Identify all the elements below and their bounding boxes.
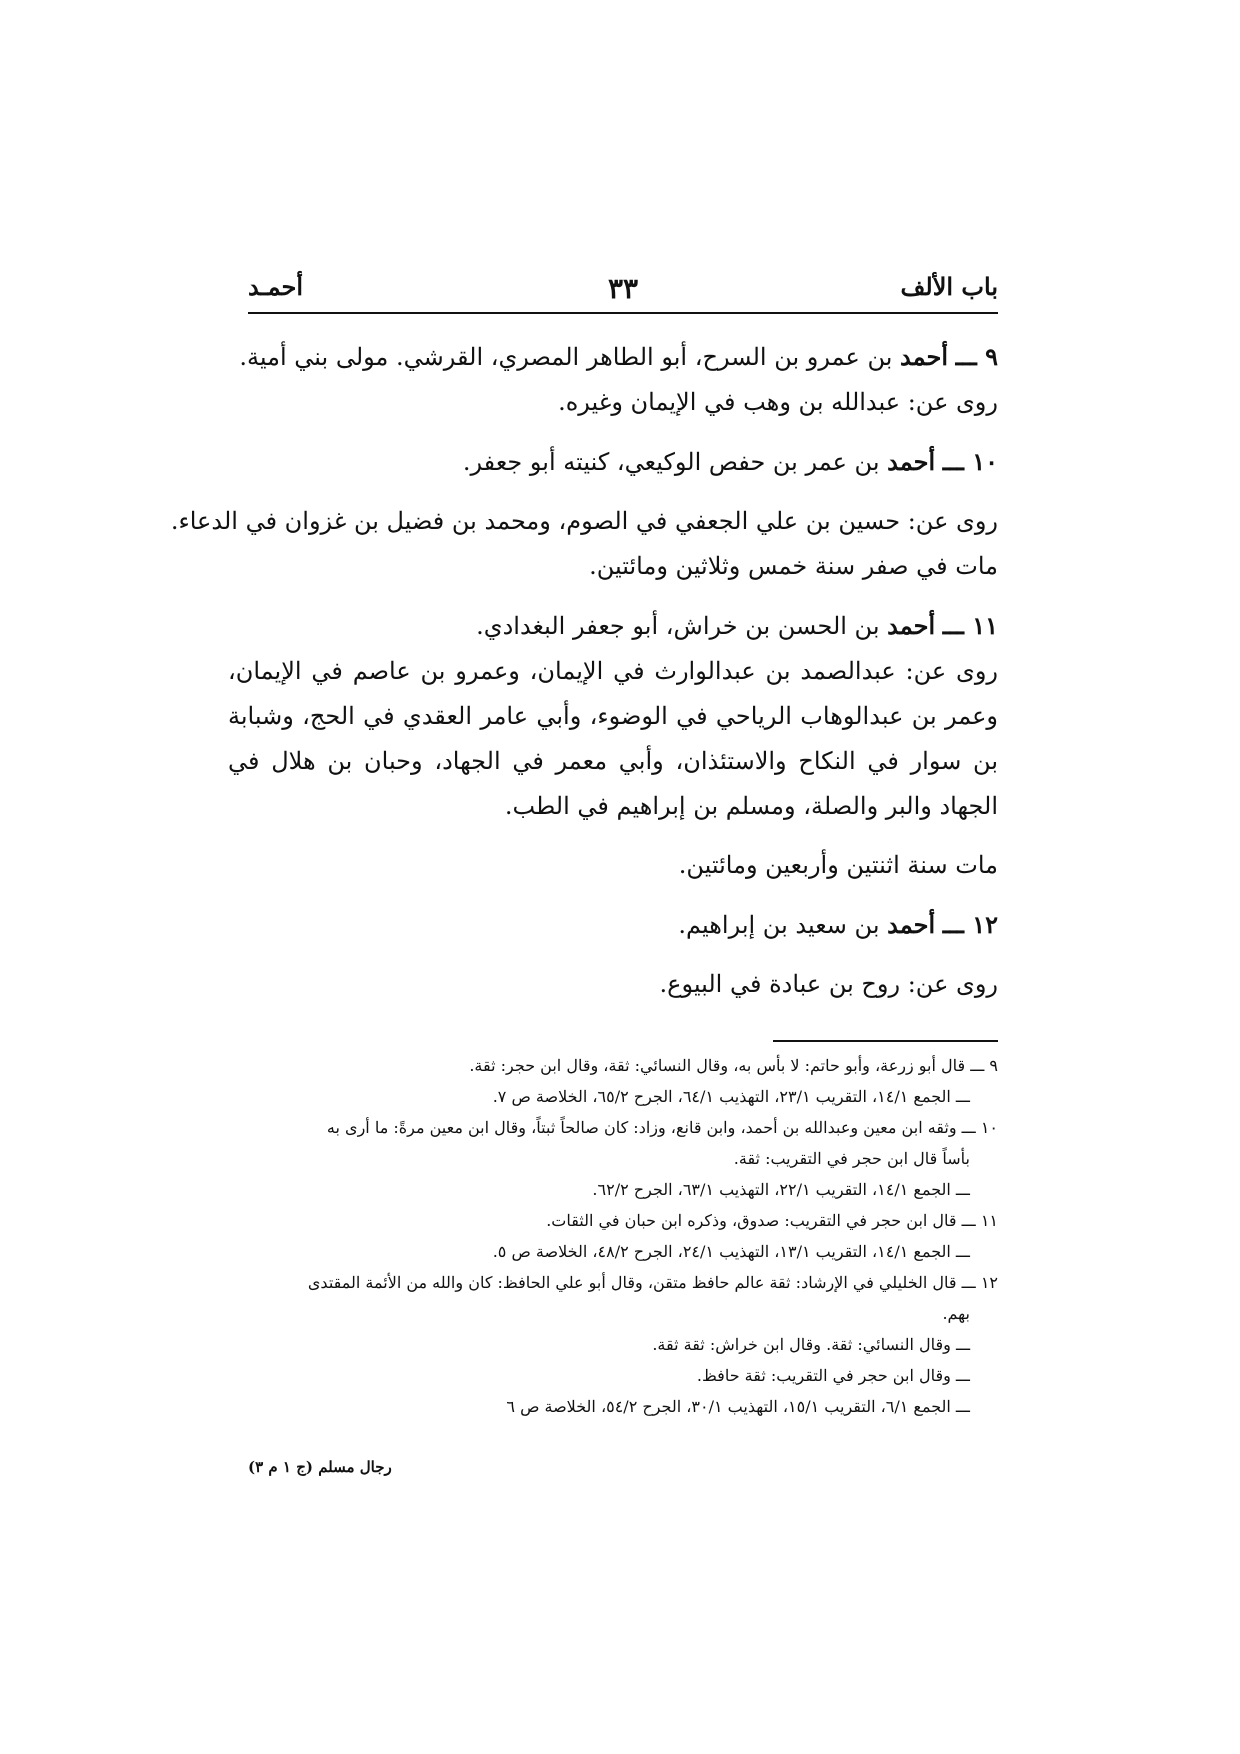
entry-heading <box>228 902 998 948</box>
entry-paragraph: روى عن: عبدالصمد بن عبدالوارث في الإيمان، وعمرو بن عاصم في الإيمان، وعمر بن عبدالوهاب الرياحي في الوضوء، وأبي عامر العقدي في الحج، وشبابة بن سوار في النكاح والاستئذان، وأبي معمر في الجهاد، وحبان بن هلال في الجهاد والبر والصلة، ومسلم بن إبراهيم في الطب. <box>228 657 999 820</box>
entry-name: أحمد <box>900 342 949 371</box>
footnote-line: ـــ الجمع ١٤/١، التقريب ١٣/١، التهذيب ٢٤/١، الجرح ٤٨/٢، الخلاصة ص ٥. <box>492 1242 970 1261</box>
footnote-line: ٩ ـــ قال أبو زرعة، وأبو حاتم: لا بأس به، وقال النسائي: ثقة، وقال ابن حجر: ثقة. <box>469 1056 998 1075</box>
entry-name: أحمد <box>887 447 936 476</box>
entry-heading-text: بن عمر بن حفص الوكيعي، كنيته أبو جعفر. <box>462 448 880 476</box>
entry-number: ١٠ ـــ <box>942 447 998 476</box>
entry-name: أحمد <box>887 910 936 939</box>
entry-heading <box>228 334 998 380</box>
entry-number: ٩ ـــ <box>955 342 998 371</box>
entry-heading-text: بن الحسن بن خراش، أبو جعفر البغدادي. <box>476 612 880 640</box>
entry-line: روى عن: حسين بن علي الجعفي في الصوم، ومحمد بن فضيل بن غزوان في الدعاء. <box>170 507 998 535</box>
entry-line: مات في صفر سنة خمس وثلاثين ومائتين. <box>589 552 998 580</box>
footnote-line: ١١ ـــ قال ابن حجر في التقريب: صدوق، وذكره ابن حبان في الثقات. <box>546 1211 998 1230</box>
footnote-rule <box>773 1040 998 1042</box>
header-rule <box>248 312 998 314</box>
entry-heading-text: بن عمرو بن السرح، أبو الطاهر المصري، القرشي. مولى بني أمية. <box>239 343 893 371</box>
footnotes <box>240 1050 998 1422</box>
entry-heading-text: بن سعيد بن إبراهيم. <box>678 911 880 939</box>
page-number: ٣٣ <box>607 272 639 305</box>
running-header <box>248 268 998 314</box>
footnote-line: ١٠ ـــ وثقه ابن معين وعبدالله بن أحمد، وابن قانع، وزاد: كان صالحاً ثبتاً، وقال ابن معين مرةً: ما أرى به <box>326 1118 998 1137</box>
entry-heading <box>228 439 998 485</box>
footnote-line: بأساً قال ابن حجر في التقريب: ثقة. <box>733 1149 970 1168</box>
entry-heading <box>228 603 998 649</box>
footnote-line: ـــ الجمع ١٤/١، التقريب ٢٣/١، التهذيب ٦٤/١، الجرح ٦٥/٢، الخلاصة ص ٧. <box>492 1087 970 1106</box>
main-text <box>170 334 999 1007</box>
entry-name: أحمد <box>887 611 936 640</box>
entry-number: ١٢ ـــ <box>942 910 998 939</box>
entry-line: روى عن: عبدالله بن وهب في الإيمان وغيره. <box>558 388 998 416</box>
footnote-line: ـــ وقال ابن حجر في التقريب: ثقة حافظ. <box>696 1366 970 1385</box>
header-chapter: باب الألف <box>900 272 998 301</box>
footnote-line: ـــ الجمع ١٤/١، التقريب ٢٢/١، التهذيب ٦٣/١، الجرح ٦٢/٢. <box>592 1180 970 1199</box>
entry-number: ١١ ـــ <box>942 611 998 640</box>
footnote-line: ـــ الجمع ٦/١، التقريب ١٥/١، التهذيب ٣٠/١، الجرح ٥٤/٢، الخلاصة ص ٦ <box>506 1397 970 1416</box>
header-keyword: أحمـد <box>248 272 304 301</box>
signature-mark: رجال مسلم (ج ١ م ٣) <box>248 1458 392 1476</box>
entry-line: روى عن: روح بن عبادة في البيوع. <box>659 970 998 998</box>
footnote-line: ١٢ ـــ قال الخليلي في الإرشاد: ثقة عالم حافظ متقن، وقال أبو علي الحافظ: كان والله من الأئمة المقتدى <box>307 1273 998 1292</box>
entry-line: مات سنة اثنتين وأربعين ومائتين. <box>678 851 998 879</box>
footnote-line: ـــ وقال النسائي: ثقة. وقال ابن خراش: ثقة ثقة. <box>652 1335 970 1354</box>
footnote-line: بهم. <box>942 1304 970 1323</box>
